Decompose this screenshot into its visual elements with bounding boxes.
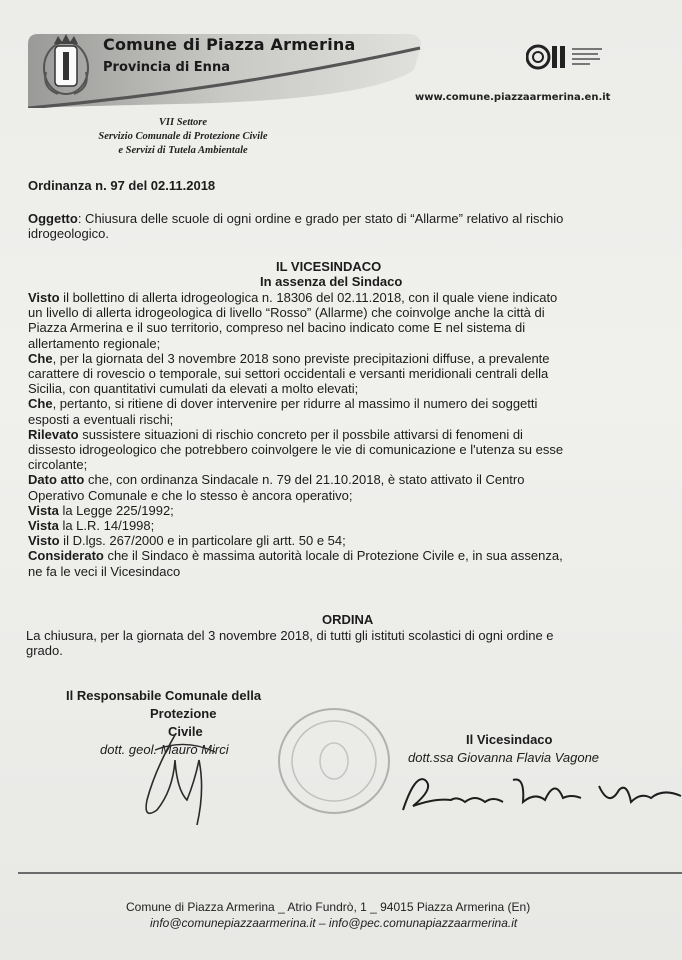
ordina-text-line: La chiusura, per la giornata del 3 novembre 2018, di tutti gli istituti scolastici di ogni ordine e	[26, 628, 554, 643]
comune-name: Comune di Piazza Armerina	[103, 35, 356, 54]
footer-divider	[18, 872, 682, 874]
settore-line: e Servizi di Tutela Ambientale	[118, 145, 248, 156]
consideration-first-line	[28, 548, 563, 563]
consideration-first-line	[28, 472, 524, 487]
consideration-text: , per la giornata del 3 novembre 2018 sono previste precipitazioni diffuse, a prevalente	[52, 350, 550, 366]
consideration-first-line	[28, 533, 346, 548]
footer-address: Comune di Piazza Armerina _ Atrio Fundrò, 1 _ 94015 Piazza Armerina (En)	[126, 900, 531, 914]
ordinanza-number: Ordinanza n. 97 del 02.11.2018	[28, 178, 216, 193]
left-signatory-name: dott. geol. Mauro Mirci	[100, 742, 229, 757]
settore-block	[58, 116, 308, 158]
ordina-text-line: grado.	[26, 643, 63, 658]
right-signature	[395, 768, 682, 818]
consideration-continued-line: dissesto idrogeologico che potrebbero coinvolgere le vie di comunicazione e l'utenza su esse	[28, 442, 564, 457]
consideration-lead: Considerato	[28, 548, 104, 564]
consideration-text: il D.lgs. 267/2000 e in particolare gli artt. 50 e 54;	[59, 533, 346, 549]
website-url: www.comune.piazzaarmerina.en.it	[415, 92, 611, 103]
consideration-first-line	[28, 290, 557, 305]
right-signatory-title: Il Vicesindaco	[466, 732, 553, 747]
footer-contacts: info@comunepiazzaarmerina.it – info@pec.comunapiazzaarmerina.it	[150, 916, 518, 930]
consideration-lead: Che	[28, 350, 53, 366]
consideration-first-line	[28, 396, 537, 411]
consideration-continued-line: Piazza Armerina e il suo territorio, compreso nel bacino indicato come E nel sistema di	[28, 320, 526, 336]
ordina-heading: ORDINA	[322, 612, 374, 627]
left-signature	[135, 730, 235, 830]
municipal-stamp-icon	[275, 705, 393, 817]
left-signatory-title: Civile	[168, 724, 203, 739]
consideration-text: la L.R. 14/1998;	[58, 518, 155, 533]
consideration-continued-line: un livello di allerta idrogeologica di livello “Rosso” (Allarme) che coinvolge anche la città di	[28, 305, 545, 321]
heading-vicesindaco: IL VICESINDACO	[276, 259, 382, 274]
oggetto-line	[28, 211, 563, 226]
consideration-continued-line: carattere di rovescio o temporale, sui settori occidentali e versanti meridionali centrali della	[28, 366, 549, 381]
consideration-first-line	[28, 503, 174, 518]
provincia-name: Provincia di Enna	[103, 60, 230, 75]
civil-protection-logo-icon	[526, 40, 608, 74]
consideration-lead: Dato atto	[28, 472, 85, 488]
left-signatory-title: Protezione	[150, 706, 217, 721]
left-signatory-title: Il Responsabile Comunale della	[66, 688, 262, 703]
consideration-first-line	[28, 427, 523, 442]
consideration-continued-line: Sicilia, con quantitativi cumulati da elevati a molto elevati;	[28, 381, 359, 397]
settore-line: Servizio Comunale di Protezione Civile	[98, 131, 268, 142]
consideration-text: sussistere situazioni di rischio concreto per il possbile attivarsi di fenomeni di	[78, 426, 523, 442]
consideration-first-line	[28, 518, 154, 533]
consideration-text: il bollettino di allerta idrogeologica n. 18306 del 02.11.2018, con il quale viene indicato	[59, 290, 558, 305]
consideration-text: che, con ordinanza Sindacale n. 79 del 21.10.2018, è stato attivato il Centro	[84, 472, 525, 488]
consideration-continued-line: esposti a eventuali rischi;	[28, 411, 174, 427]
consideration-text: , pertanto, si ritiene di dover intervenire per ridurre al massimo il numero dei soggetti	[52, 396, 538, 412]
consideration-lead: Che	[28, 396, 53, 412]
consideration-lead: Vista	[28, 502, 59, 518]
oggetto-text: : Chiusura delle scuole di ogni ordine e grado per stato di “Allarme” relativo al rischio	[77, 211, 564, 226]
consideration-continued-line: ne fa le veci il Vicesindaco	[28, 563, 181, 579]
settore-line: VII Settore	[158, 117, 208, 128]
consideration-text: che il Sindaco è massima autorità locale di Protezione Civile e, in sua assenza,	[103, 548, 563, 564]
consideration-lead: Rilevato	[28, 426, 79, 442]
subheading: In assenza del Sindaco	[260, 274, 403, 289]
consideration-continued-line: allertamento regionale;	[28, 335, 161, 351]
consideration-lead: Visto	[28, 533, 60, 549]
municipal-crest-icon	[40, 30, 92, 100]
consideration-lead: Visto	[28, 290, 60, 305]
oggetto-line-2: idrogeologico.	[28, 226, 109, 241]
consideration-continued-line: Operativo Comunale e che lo stesso è ancora operativo;	[28, 487, 353, 503]
consideration-continued-line: circolante;	[28, 457, 88, 473]
right-signatory-name: dott.ssa Giovanna Flavia Vagone	[408, 750, 600, 765]
consideration-first-line	[28, 351, 550, 366]
consideration-text: la Legge 225/1992;	[58, 502, 174, 518]
oggetto-label: Oggetto	[28, 211, 78, 226]
consideration-lead: Vista	[28, 518, 59, 533]
